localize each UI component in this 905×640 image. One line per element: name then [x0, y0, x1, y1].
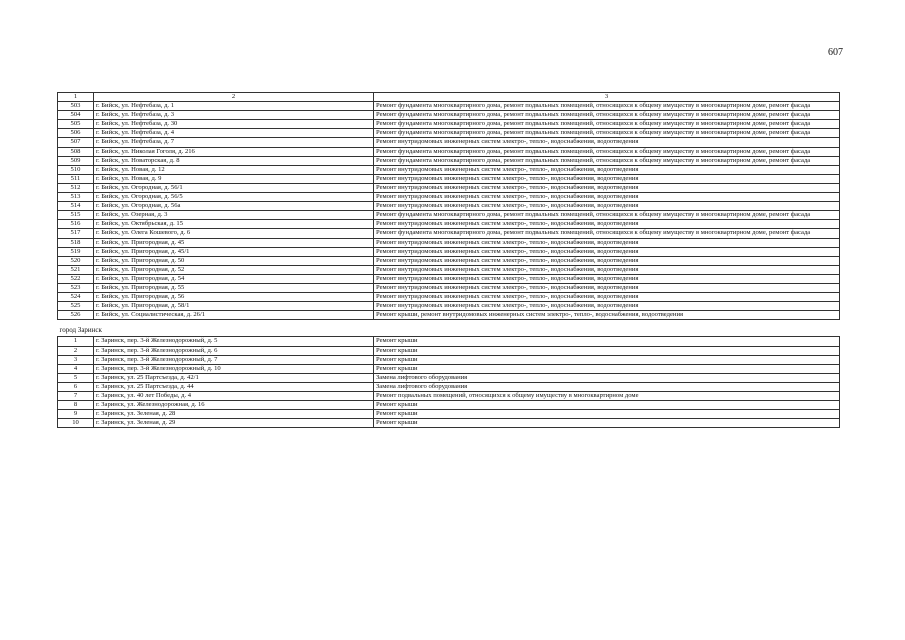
table-row — [58, 364, 840, 373]
table-row — [58, 410, 840, 419]
address-cell: г. Заринск, ул. Зеленая, д. 29 — [94, 419, 374, 428]
row-number: 505 — [58, 120, 94, 129]
table-row — [58, 337, 840, 346]
work-type-cell: Ремонт фундамента многоквартирного дома, ремонт подвальных помещений, относящихся к общему имуществу в многоквартирном доме, ремонт фасада — [374, 156, 840, 165]
row-number: 1 — [58, 337, 94, 346]
work-type-cell: Ремонт подвальных помещений, относящихся к общему имуществу в многоквартирном доме — [374, 392, 840, 401]
table-row — [58, 138, 840, 147]
row-number: 4 — [58, 364, 94, 373]
table-row — [58, 283, 840, 292]
address-cell: г. Заринск, ул. 25 Партсъезда, д. 44 — [94, 382, 374, 391]
table-row — [58, 302, 840, 311]
row-number: 512 — [58, 183, 94, 192]
row-number: 518 — [58, 238, 94, 247]
row-number: 506 — [58, 129, 94, 138]
address-cell: г. Заринск, ул. 25 Партсъезда, д. 42/1 — [94, 373, 374, 382]
row-number: 509 — [58, 156, 94, 165]
work-type-cell: Ремонт внутридомовых инженерных систем электро-, тепло-, водоснабжения, водоотведения — [374, 247, 840, 256]
table-row — [58, 220, 840, 229]
table-row — [58, 256, 840, 265]
work-type-cell: Ремонт крыши — [374, 346, 840, 355]
address-cell: г. Заринск, пер. 3-й Железнодорожный, д. 10 — [94, 364, 374, 373]
address-cell: г. Заринск, пер. 3-й Железнодорожный, д. 5 — [94, 337, 374, 346]
table-row — [58, 156, 840, 165]
address-cell: г. Бийск, ул. Социалистическая, д. 26/1 — [94, 311, 374, 320]
address-cell: г. Бийск, ул. Нефтебаза, д. 1 — [94, 102, 374, 111]
work-type-cell: Ремонт крыши — [374, 337, 840, 346]
work-type-cell: Ремонт фундамента многоквартирного дома, ремонт подвальных помещений, относящихся к общему имуществу в многоквартирном доме, ремонт фасада — [374, 102, 840, 111]
row-number: 503 — [58, 102, 94, 111]
work-type-cell: Ремонт крыши — [374, 364, 840, 373]
work-type-cell: Замена лифтового оборудования — [374, 382, 840, 391]
row-number: 504 — [58, 111, 94, 120]
row-number: 511 — [58, 174, 94, 183]
table-row — [58, 120, 840, 129]
row-number: 514 — [58, 202, 94, 211]
address-cell: г. Бийск, ул. Озерная, д. 3 — [94, 211, 374, 220]
address-cell: г. Бийск, ул. Нефтебаза, д. 3 — [94, 111, 374, 120]
table-row — [58, 129, 840, 138]
row-number: 3 — [58, 355, 94, 364]
table-row — [58, 238, 840, 247]
address-cell: г. Заринск, пер. 3-й Железнодорожный, д. 6 — [94, 346, 374, 355]
table-row — [58, 355, 840, 364]
row-number: 515 — [58, 211, 94, 220]
row-number: 10 — [58, 419, 94, 428]
work-type-cell: Ремонт фундамента многоквартирного дома, ремонт подвальных помещений, относящихся к общему имуществу в многоквартирном доме, ремонт фасада — [374, 120, 840, 129]
table-row — [58, 111, 840, 120]
address-cell: г. Бийск, ул. Нефтебаза, д. 30 — [94, 120, 374, 129]
work-type-cell: Ремонт фундамента многоквартирного дома, ремонт подвальных помещений, относящихся к общему имуществу в многоквартирном доме, ремонт фасада — [374, 211, 840, 220]
work-type-cell: Ремонт внутридомовых инженерных систем электро-, тепло-, водоснабжения, водоотведения — [374, 283, 840, 292]
address-cell: г. Бийск, ул. Пригородная, д. 45/1 — [94, 247, 374, 256]
work-type-cell: Ремонт внутридомовых инженерных систем электро-, тепло-, водоснабжения, водоотведения — [374, 238, 840, 247]
address-cell: г. Заринск, ул. 40 лет Победы, д. 4 — [94, 392, 374, 401]
section-heading-row — [58, 320, 840, 337]
table-row — [58, 401, 840, 410]
work-type-cell: Ремонт внутридомовых инженерных систем электро-, тепло-, водоснабжения, водоотведения — [374, 174, 840, 183]
address-cell: г. Бийск, ул. Нефтебаза, д. 4 — [94, 129, 374, 138]
work-type-cell: Ремонт внутридомовых инженерных систем электро-, тепло-, водоснабжения, водоотведения — [374, 265, 840, 274]
table-row — [58, 229, 840, 238]
table-row — [58, 147, 840, 156]
work-type-cell: Ремонт крыши — [374, 410, 840, 419]
row-number: 516 — [58, 220, 94, 229]
header-row — [58, 93, 840, 102]
row-number: 8 — [58, 401, 94, 410]
work-type-cell: Ремонт фундамента многоквартирного дома, ремонт подвальных помещений, относящихся к общему имуществу в многоквартирном доме, ремонт фасада — [374, 147, 840, 156]
table-row — [58, 382, 840, 391]
address-cell: г. Бийск, ул. Пригородная, д. 52 — [94, 265, 374, 274]
address-cell: г. Бийск, ул. Олега Кошевого, д. 6 — [94, 229, 374, 238]
address-cell: г. Бийск, ул. Октябрьская, д. 15 — [94, 220, 374, 229]
table-row — [58, 392, 840, 401]
work-type-cell: Ремонт внутридомовых инженерных систем электро-, тепло-, водоснабжения, водоотведения — [374, 183, 840, 192]
table-body — [58, 93, 840, 428]
address-cell: г. Заринск, ул. Зеленая, д. 28 — [94, 410, 374, 419]
table-row — [58, 265, 840, 274]
work-type-cell: Ремонт крыши — [374, 355, 840, 364]
row-number: 9 — [58, 410, 94, 419]
work-type-cell: Ремонт внутридомовых инженерных систем электро-, тепло-, водоснабжения, водоотведения — [374, 293, 840, 302]
header-col-2: 2 — [94, 93, 374, 102]
table-row — [58, 293, 840, 302]
row-number: 524 — [58, 293, 94, 302]
address-cell: г. Бийск, ул. Пригородная, д. 45 — [94, 238, 374, 247]
table-row — [58, 165, 840, 174]
work-type-cell: Ремонт фундамента многоквартирного дома, ремонт подвальных помещений, относящихся к общему имуществу в многоквартирном доме, ремонт фасада — [374, 229, 840, 238]
table-row — [58, 373, 840, 382]
address-cell: г. Бийск, ул. Новая, д. 12 — [94, 165, 374, 174]
work-type-cell: Ремонт внутридомовых инженерных систем электро-, тепло-, водоснабжения, водоотведения — [374, 220, 840, 229]
table-row — [58, 102, 840, 111]
row-number: 2 — [58, 346, 94, 355]
table-row — [58, 183, 840, 192]
work-type-cell: Ремонт внутридомовых инженерных систем электро-, тепло-, водоснабжения, водоотведения — [374, 193, 840, 202]
work-type-cell: Ремонт крыши, ремонт внутридомовых инженерных систем электро-, тепло-, водоснабжения, водоотведения — [374, 311, 840, 320]
repair-program-table — [57, 92, 840, 428]
address-cell: г. Бийск, ул. Огородная, д. 56а — [94, 202, 374, 211]
row-number: 523 — [58, 283, 94, 292]
address-cell: г. Бийск, ул. Пригородная, д. 55 — [94, 283, 374, 292]
work-type-cell: Ремонт внутридомовых инженерных систем электро-, тепло-, водоснабжения, водоотведения — [374, 256, 840, 265]
address-cell: г. Бийск, ул. Пригородная, д. 54 — [94, 274, 374, 283]
row-number: 6 — [58, 382, 94, 391]
row-number: 5 — [58, 373, 94, 382]
work-type-cell: Ремонт фундамента многоквартирного дома, ремонт подвальных помещений, относящихся к общему имуществу в многоквартирном доме, ремонт фасада — [374, 111, 840, 120]
address-cell: г. Бийск, ул. Николая Гоголя, д. 216 — [94, 147, 374, 156]
address-cell: г. Бийск, ул. Новая, д. 9 — [94, 174, 374, 183]
row-number: 510 — [58, 165, 94, 174]
work-type-cell: Замена лифтового оборудования — [374, 373, 840, 382]
row-number: 526 — [58, 311, 94, 320]
address-cell: г. Бийск, ул. Пригородная, д. 56 — [94, 293, 374, 302]
work-type-cell: Ремонт внутридомовых инженерных систем электро-, тепло-, водоснабжения, водоотведения — [374, 138, 840, 147]
work-type-cell: Ремонт внутридомовых инженерных систем электро-, тепло-, водоснабжения, водоотведения — [374, 274, 840, 283]
work-type-cell: Ремонт крыши — [374, 401, 840, 410]
row-number: 521 — [58, 265, 94, 274]
table-row — [58, 419, 840, 428]
work-type-cell: Ремонт фундамента многоквартирного дома, ремонт подвальных помещений, относящихся к общему имуществу в многоквартирном доме, ремонт фасада — [374, 129, 840, 138]
row-number: 517 — [58, 229, 94, 238]
table-row — [58, 247, 840, 256]
row-number: 513 — [58, 193, 94, 202]
work-type-cell: Ремонт внутридомовых инженерных систем электро-, тепло-, водоснабжения, водоотведения — [374, 302, 840, 311]
address-cell: г. Бийск, ул. Пригородная, д. 50 — [94, 256, 374, 265]
table-row — [58, 193, 840, 202]
header-col-1: 1 — [58, 93, 94, 102]
address-cell: г. Заринск, пер. 3-й Железнодорожный, д. 7 — [94, 355, 374, 364]
work-type-cell: Ремонт внутридомовых инженерных систем электро-, тепло-, водоснабжения, водоотведения — [374, 165, 840, 174]
row-number: 7 — [58, 392, 94, 401]
address-cell: г. Бийск, ул. Нефтебаза, д. 7 — [94, 138, 374, 147]
table-row — [58, 202, 840, 211]
row-number: 507 — [58, 138, 94, 147]
table-row — [58, 211, 840, 220]
row-number: 520 — [58, 256, 94, 265]
row-number: 519 — [58, 247, 94, 256]
table-row — [58, 346, 840, 355]
row-number: 522 — [58, 274, 94, 283]
address-cell: г. Бийск, ул. Огородная, д. 56/1 — [94, 183, 374, 192]
address-cell: г. Заринск, ул. Железнодорожная, д. 16 — [94, 401, 374, 410]
address-cell: г. Бийск, ул. Огородная, д. 56/5 — [94, 193, 374, 202]
table-row — [58, 174, 840, 183]
row-number: 508 — [58, 147, 94, 156]
work-type-cell: Ремонт крыши — [374, 419, 840, 428]
header-col-3: 3 — [374, 93, 840, 102]
page-number: 607 — [828, 47, 843, 58]
address-cell: г. Бийск, ул. Пригородная, д. 58/1 — [94, 302, 374, 311]
address-cell: г. Бийск, ул. Новаторская, д. 8 — [94, 156, 374, 165]
row-number: 525 — [58, 302, 94, 311]
table-row — [58, 274, 840, 283]
section-title: город Заринск — [58, 320, 840, 337]
work-type-cell: Ремонт внутридомовых инженерных систем электро-, тепло-, водоснабжения, водоотведения — [374, 202, 840, 211]
table-row — [58, 311, 840, 320]
